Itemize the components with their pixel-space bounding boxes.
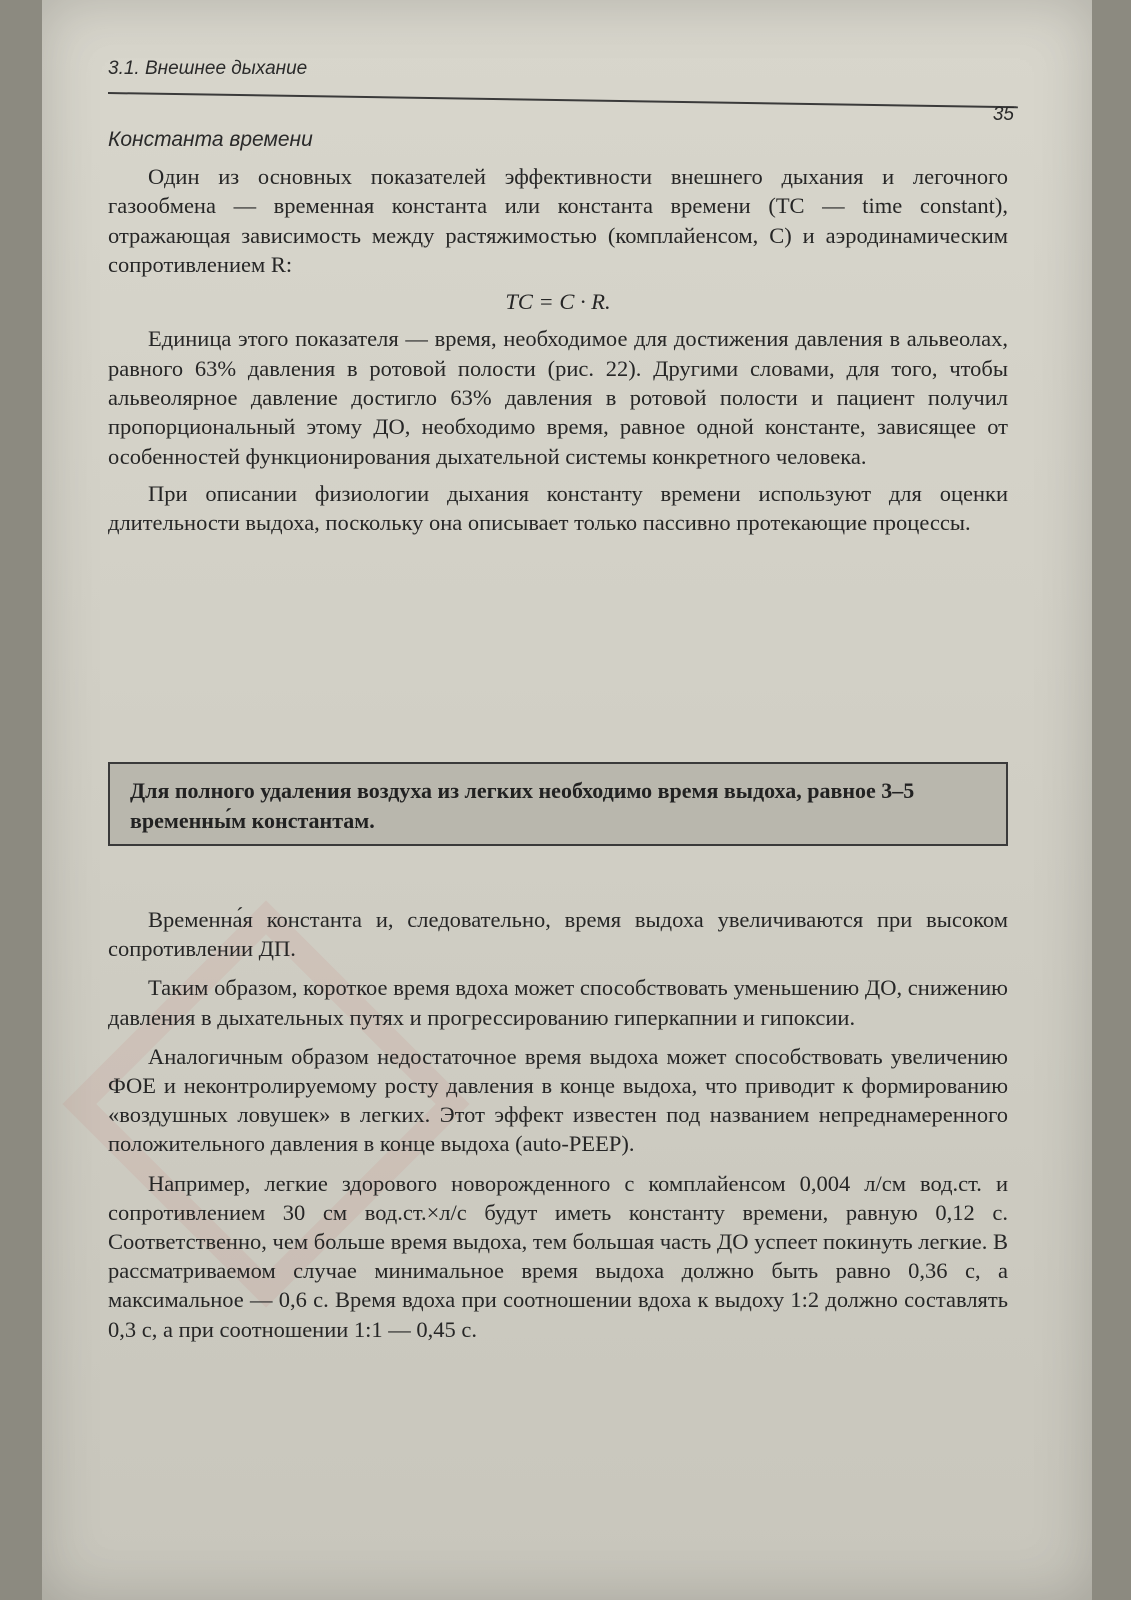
formula: TC = C · R. — [505, 289, 611, 315]
paragraph-physiology: При описании физиологии дыхания константу времени используют для оценки длительности выдоха, поскольку она описывает только пассивно протекающие процессы. — [108, 480, 1008, 536]
running-header: 3.1. Внешнее дыхание — [108, 58, 308, 79]
paragraph-unit: Единица этого показателя — время, необходимое для достижения давления в альвеолах, равного 63% давления в ротовой полости (рис. 22). Другими словами, для того, чтобы альвеолярное давление достигло 63% давления в ротовой полости и пациент получил пропорциональный этому ДО, необходимо время, равное одной константе, зависящее от особенностей функционирования дыхательной системы конкретного человека. — [108, 326, 1008, 469]
paragraph-intro: Один из основных показателей эффективности внешнего дыхания и легочного газообмена — временная константа или константа времени (TC — time constant), отражающая зависимость между растяжимостью (комплайенсом, C) и аэродинамическим сопротивлением R: — [108, 164, 1008, 277]
body-text-top — [108, 162, 1008, 546]
page-number: 35 — [992, 104, 1014, 125]
paragraph-short-inspiration: Таким образом, короткое время вдоха может способствовать уменьшению ДО, снижению давления в дыхательных путях и прогрессированию гиперкапнии и гипоксии. — [108, 975, 1008, 1030]
header-rule — [108, 92, 1018, 108]
paragraph-auto-peep: Аналогичным образом недостаточное время выдоха может способствовать увеличению ФОЕ и неконтролируемому росту давления в конце выдоха, что приводит к формированию «воздушных ловушек» в легких. Этот эффект известен под названием непреднамеренного положительного давления в конце выдоха (auto-PEEP). — [108, 1043, 1008, 1157]
paragraph-newborn-example: Например, легкие здорового новорожденного с комплайенсом 0,004 л/см вод.ст. и сопротивлением 30 см вод.ст.×л/с будут иметь константу времени, равную 0,12 с. Соответственно, чем больше время выдоха, тем большая часть ДО успеет покинуть легкие. В рассматриваемом случае минимальное время выдоха должно быть равно 0,36 с, а максимальное — 0,6 с. Время вдоха при соотношении вдоха к выдоху 1:2 должно составлять 0,3 с, а при соотношении 1:1 — 0,45 с. — [108, 1170, 1008, 1342]
callout-text: Для полного удаления воздуха из легких необходимо время выдоха, равное 3–5 временны́м константам. — [130, 778, 915, 833]
body-text-bottom — [108, 905, 1008, 1354]
section-title: Константа времени — [108, 128, 313, 151]
callout-box — [108, 762, 1008, 846]
paragraph-resistance: Временна́я константа и, следовательно, время выдоха увеличиваются при высоком сопротивлении ДП. — [108, 907, 1008, 962]
book-page — [42, 0, 1092, 1600]
